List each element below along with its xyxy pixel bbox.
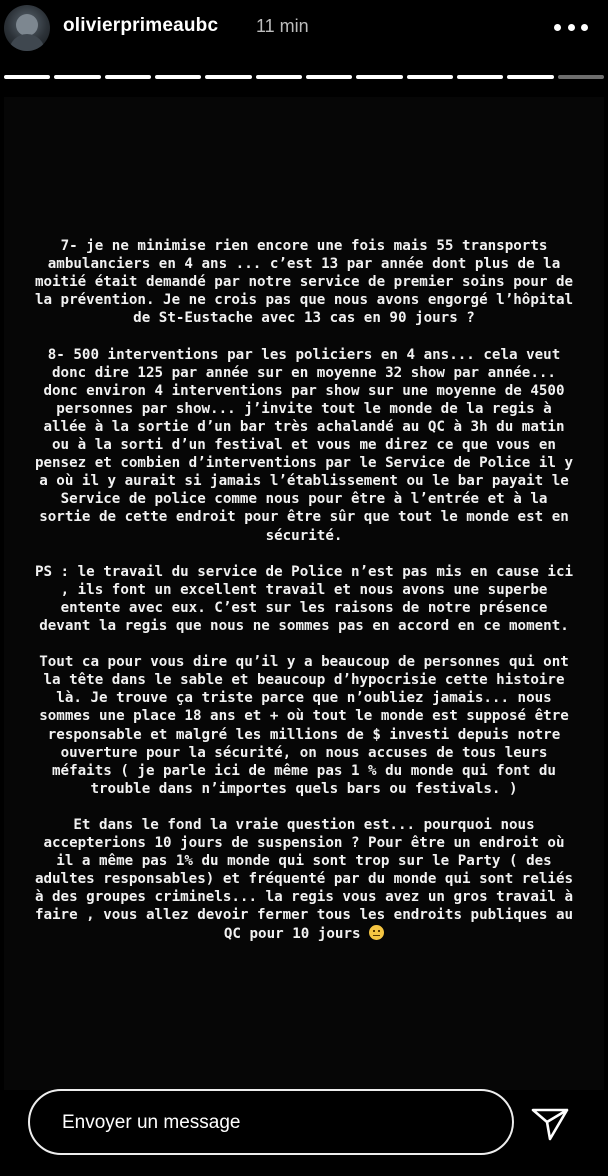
story-paragraph-3: PS : le travail du service de Police n’est pas mis en cause ici , ils font un excellent travail et nous avons une superbe entente avec eux. C’est sur les raisons de notre présence devant la regis que nous ne sommes pas en accord en ce moment. bbox=[34, 563, 574, 634]
progress-segment bbox=[407, 75, 453, 79]
progress-segment bbox=[558, 75, 604, 79]
progress-segment bbox=[457, 75, 503, 79]
progress-segment bbox=[4, 75, 50, 79]
username-link[interactable]: olivierprimeaubc bbox=[63, 15, 219, 36]
story-paragraph-5 bbox=[32, 816, 576, 943]
message-input[interactable] bbox=[28, 1089, 514, 1155]
avatar-shoulders bbox=[9, 34, 45, 51]
progress-segment bbox=[105, 75, 151, 79]
story-progress-bar bbox=[4, 75, 604, 79]
more-dot-3 bbox=[581, 24, 588, 31]
progress-segment bbox=[306, 75, 352, 79]
post-time: 11 min bbox=[256, 16, 309, 36]
grimacing-face-emoji-icon bbox=[369, 925, 384, 940]
progress-segment bbox=[356, 75, 402, 79]
progress-segment bbox=[256, 75, 302, 79]
more-dot-2 bbox=[568, 24, 575, 31]
send-icon-graphic bbox=[528, 1101, 572, 1145]
avatar-face bbox=[16, 14, 38, 36]
story-paragraph-4: Tout ca pour vous dire qu’il y a beaucoup de personnes qui ont la tête dans le sable et beaucoup d’hypocrisie cette histoire là. Je trouve ça triste parce que n’oubliez jamais... nous sommes une place 18 ans et + où tout le monde est supposé être responsable et malgré les millions de $ investi depuis notre ouverture pour la sécurité, on nous accuses de tous leurs méfaits ( je parle ici de même pas 1 % du monde qui font du trouble dans n’importes quels bars ou festivals. ) bbox=[39, 654, 569, 797]
progress-segment bbox=[54, 75, 100, 79]
send-paper-plane-icon[interactable] bbox=[528, 1101, 572, 1145]
more-horizontal-icon[interactable] bbox=[554, 17, 588, 37]
progress-segment bbox=[205, 75, 251, 79]
story-paragraph-5-text: Et dans le fond la vraie question est... pourquoi nous accepterions 10 jours de suspension ? Pour être un endroit où il a même pas 1% du monde qui sont trop sur le Party ( des adultes responsables) et fréquenté par du monde qui sont reliés à des groupes criminels... la regis vous avez un gros travail à faire , vous allez devoir fermer tous les endroits publiques au QC pour 10 jours bbox=[34, 817, 574, 942]
story-header bbox=[0, 0, 608, 56]
more-dot-1 bbox=[554, 24, 561, 31]
story-content[interactable] bbox=[4, 97, 604, 1090]
story-paragraph-1: 7- je ne minimise rien encore une fois mais 55 transports ambulanciers en 4 ans ... c’est 13 par année dont plus de la moitié était demandé par notre service de premier soins pour de la prévention. Je ne crois pas que nous avons engorgé l’hôpital de St-Eustache avec 13 cas en 90 jours ? bbox=[34, 238, 574, 327]
progress-segment bbox=[155, 75, 201, 79]
story-text-block bbox=[32, 237, 576, 961]
progress-segment bbox=[507, 75, 553, 79]
story-paragraph-2: 8- 500 interventions par les policiers en 4 ans... cela veut donc dire 125 par année sur en moyenne 32 show par année... donc environ 4 interventions par show sur une moyenne de 4500 personnes par show... j’invite tout le monde de la regis à allée à la sortie d’un bar très achalandé au QC à 3h du matin ou à la sorti d’un festival et vous me direz ce que vous en pensez et combien d’interventions par le Service de Police il y a où il y aurait si jamais l’établissement ou le bar payait le Service de police comme nous pour être à l’entrée et à la sortie de cette endroit pour être sûr que tout le monde est en sécurité. bbox=[34, 346, 574, 544]
message-placeholder: Envoyer un message bbox=[62, 1112, 241, 1133]
profile-avatar[interactable] bbox=[4, 5, 50, 51]
